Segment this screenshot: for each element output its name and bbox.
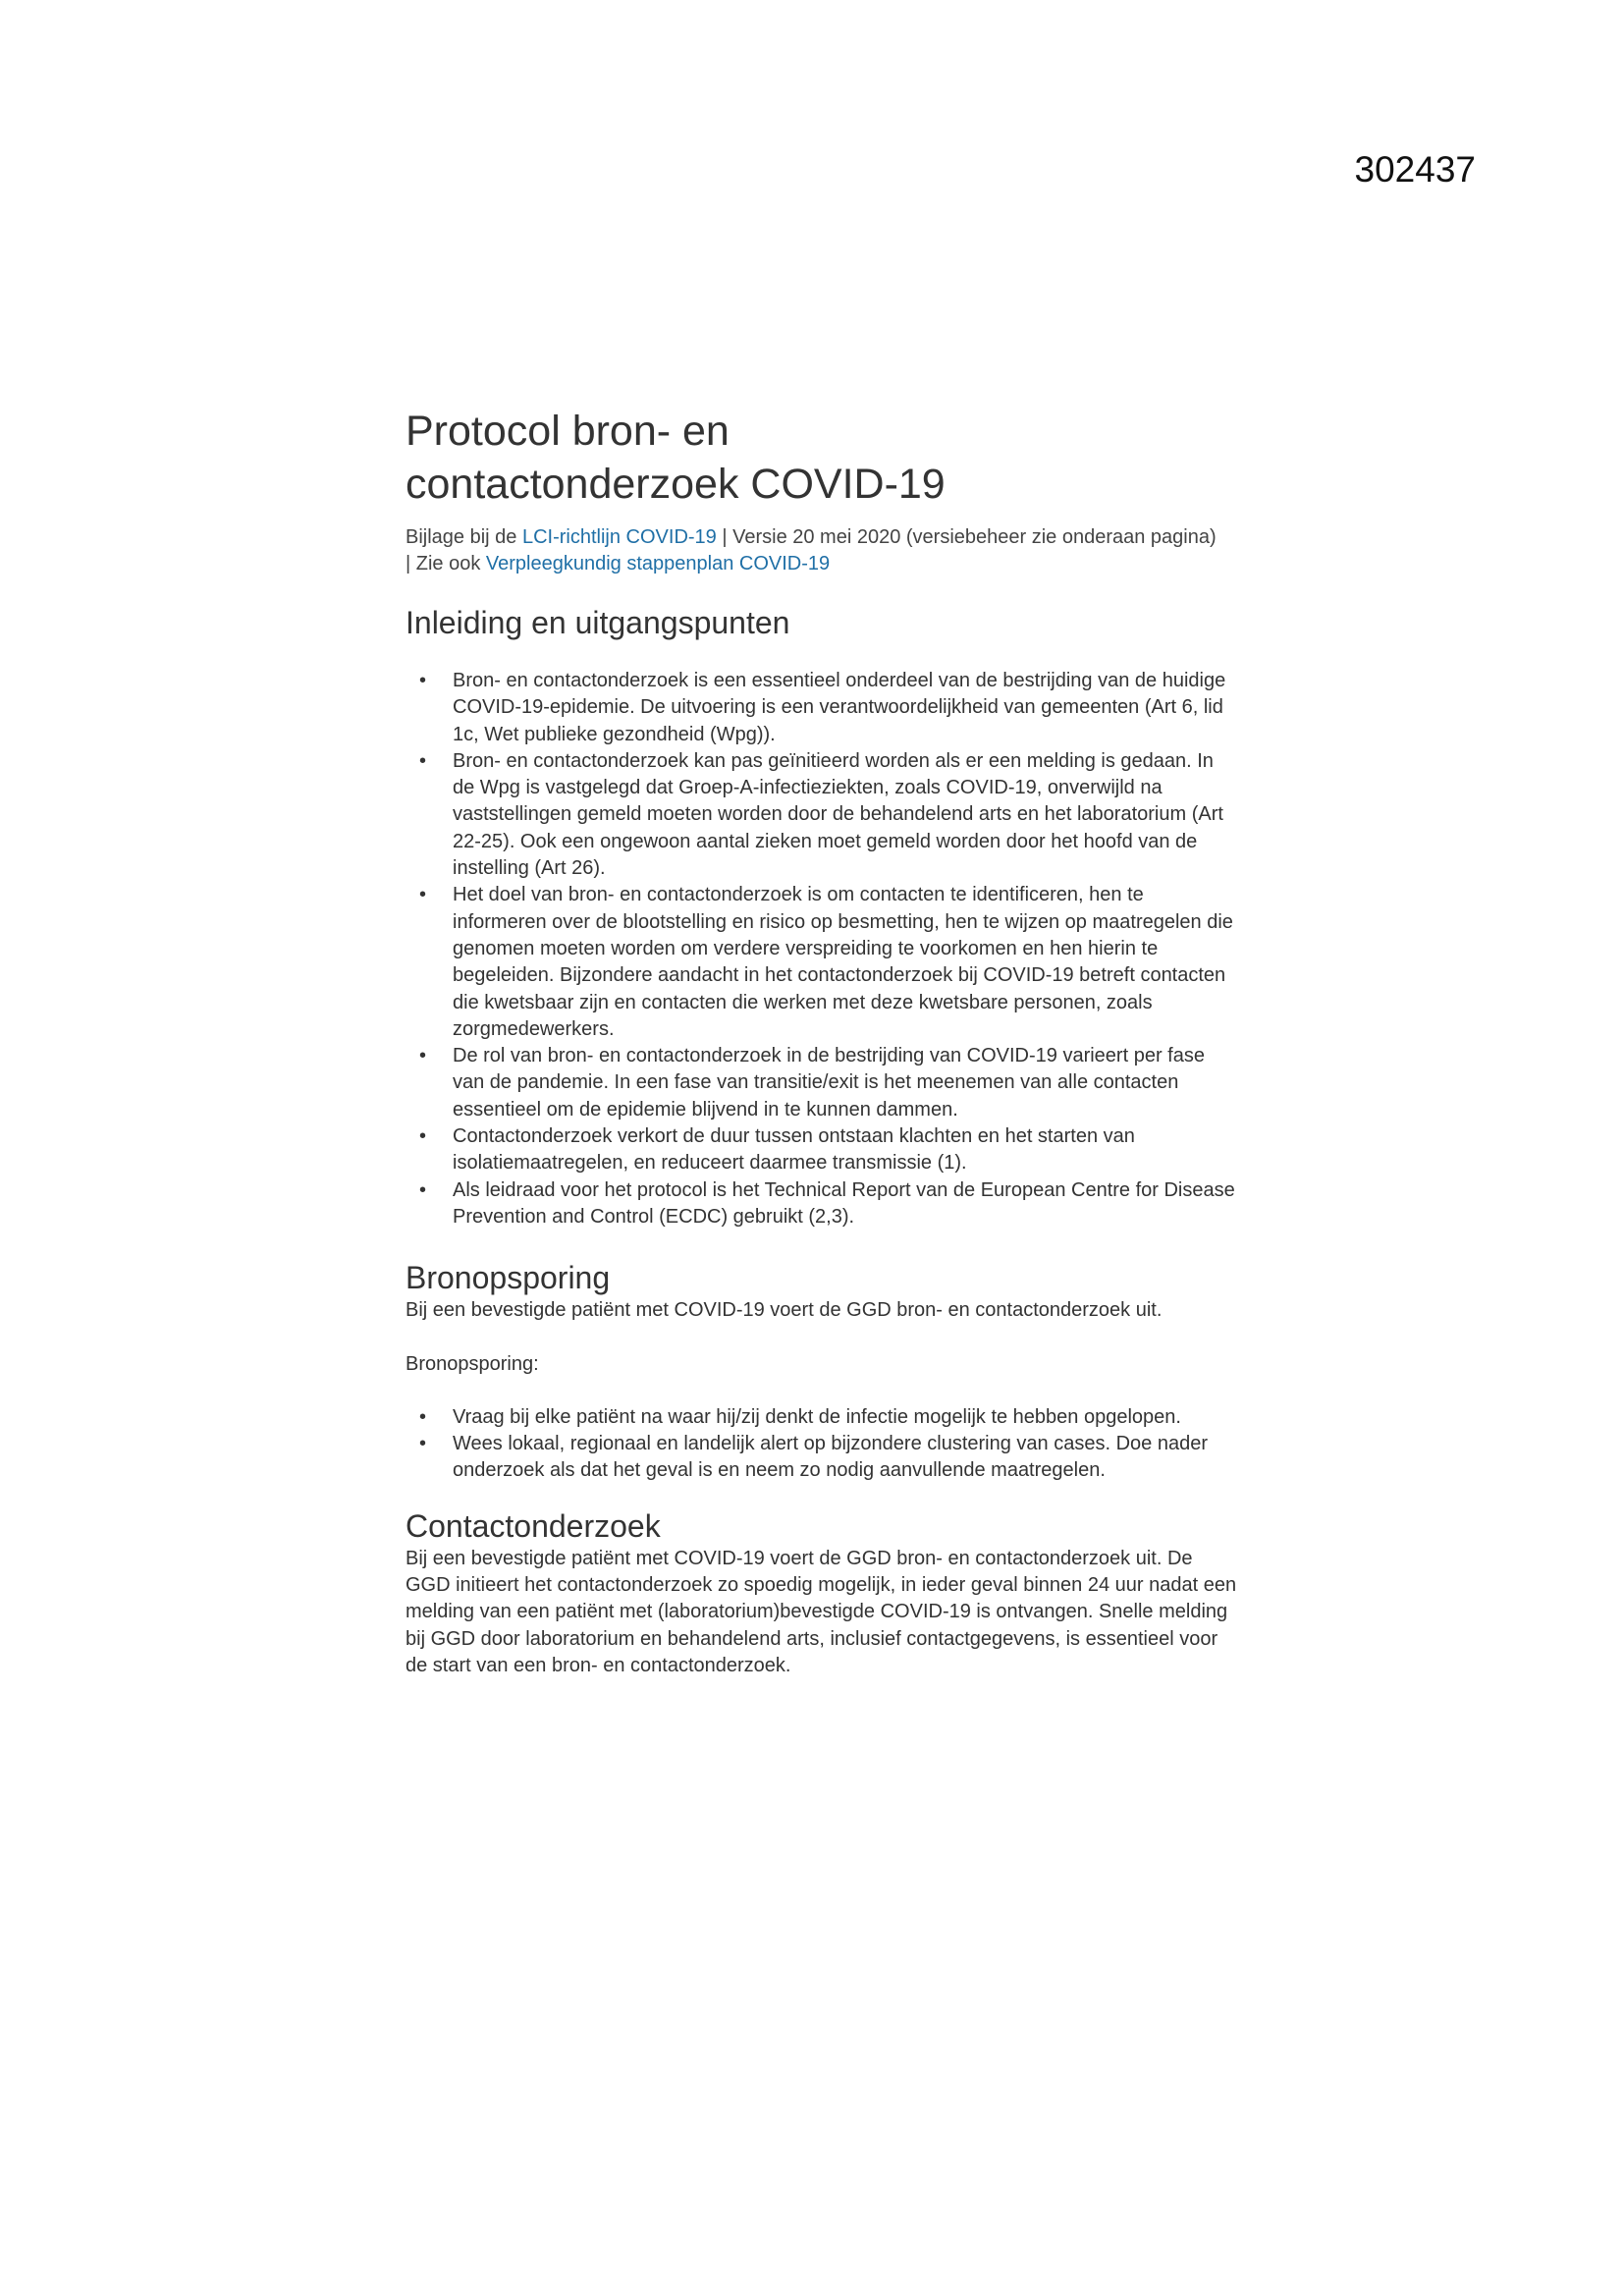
list-item: • De rol van bron- en contactonderzoek in de bestrijding van COVID-19 varieert per fase van de pandemie. In een fase van transitie/exit is het meenemen van alle contacten essentieel om de epidemie blijvend in te kunnen dammen. — [453, 1043, 1240, 1123]
source-paragraph: Bij een bevestigde patiënt met COVID-19 voert de GGD bron- en contactonderzoek uit. — [406, 1299, 1163, 1322]
document-number: 302437 — [1354, 149, 1476, 190]
list-item: • Contactonderzoek verkort de duur tussen ontstaan klachten en het starten van isolatiemaatregelen, en reduceert daarmee transmissie (1). — [453, 1123, 1240, 1177]
nursing-stepplan-link[interactable]: Verpleegkundig stappenplan COVID-19 — [485, 553, 831, 574]
meta-see-also: | Zie ook — [406, 553, 486, 574]
lci-guideline-link[interactable]: LCI-richtlijn COVID-19 — [521, 526, 717, 548]
list-item: • Het doel van bron- en contactonderzoek is om contacten te identificeren, hen te informeren over de blootstelling en risico op besmetting, hen te wijzen op maatregelen die genomen moeten worden om verdere verspreiding te voorkomen en hen hierin te begeleiden. Bijzondere aandacht in het contactonderzoek bij COVID-19 betreft contacten die kwetsbaar zijn en contacten die werken met deze kwetsbare personen, zoals zorgmedewerkers. — [453, 882, 1240, 1043]
page-title-line-2: contactonderzoek COVID-19 — [406, 461, 946, 508]
meta-prefix: Bijlage bij de — [406, 526, 522, 548]
page-title-line-1: Protocol bron- en — [406, 408, 730, 455]
page-title — [406, 405, 1240, 511]
list-item: • Als leidraad voor het protocol is het Technical Report van de European Centre for Disease Prevention and Control (ECDC) gebruikt (2,3). — [453, 1177, 1240, 1231]
list-item: • Wees lokaal, regionaal en landelijk alert op bijzondere clustering van cases. Doe nader onderzoek als dat het geval is en neem zo nodig aanvullende maatregelen. — [453, 1431, 1240, 1485]
document-content — [406, 405, 1240, 1679]
source-bullet-list — [406, 1404, 1240, 1485]
section-heading-source: Bronopsporing — [406, 1260, 611, 1296]
list-item: • Bron- en contactonderzoek kan pas geïnitieerd worden als er een melding is gedaan. In de Wpg is vastgelegd dat Groep-A-infectieziekten, zoals COVID-19, onverwijld na vaststellingen gemeld moeten worden door de behandelend arts en het laboratorium (Art 22-25). Ook een ongewoon aantal zieken moet gemeld worden door het hoofd van de instelling (Art 26). — [453, 748, 1240, 882]
section-heading-contact: Contactonderzoek — [406, 1507, 661, 1544]
contact-paragraph: Bij een bevestigde patiënt met COVID-19 voert de GGD bron- en contactonderzoek uit. De GGD initieert het contactonderzoek zo spoedig mogelijk, in ieder geval binnen 24 uur nadat een melding van een patiënt met (laboratorium)bevestigde COVID-19 is ontvangen. Snelle melding bij GGD door laboratorium en behandelend arts, inclusief contactgegevens, is essentieel voor de start van een bron- en contactonderzoek. — [406, 1547, 1237, 1676]
list-item: • Bron- en contactonderzoek is een essentieel onderdeel van de bestrijding van de huidige COVID-19-epidemie. De uitvoering is een verantwoordelijkheid van gemeenten (Art 6, lid 1c, Wet publieke gezondheid (Wpg)). — [453, 668, 1240, 748]
document-meta — [406, 524, 1240, 577]
list-item: • Vraag bij elke patiënt na waar hij/zij denkt de infectie mogelijk te hebben opgelopen. — [453, 1404, 1240, 1431]
intro-bullet-list — [406, 668, 1240, 1230]
source-label: Bronopsporing: — [406, 1352, 539, 1375]
section-heading-intro: Inleiding en uitgangspunten — [406, 605, 790, 640]
meta-version: | Versie 20 mei 2020 (versiebeheer zie onderaan pagina) — [716, 526, 1217, 548]
